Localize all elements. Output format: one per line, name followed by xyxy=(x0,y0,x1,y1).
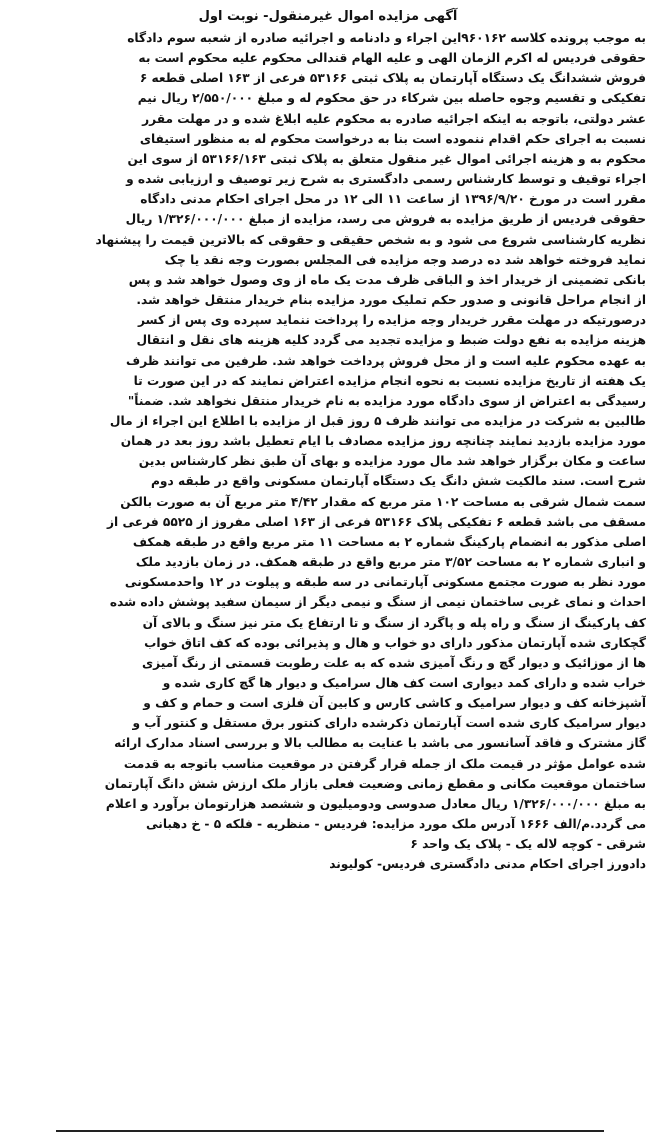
notice-line: کف پارکینگ از سنگ و راه پله و پاگرد از سنگ و تا ارتفاع یک متر نیز سنگ و بالای آن xyxy=(142,615,646,630)
notice-line: مقرر است در مورخ ۱۳۹۶/۹/۲۰ از ساعت ۱۱ الی ۱۲ در محل اجرای احکام مدنی دادگاه xyxy=(140,192,646,207)
notice-line: به مبلغ ۱/۳۲۶/۰۰۰/۰۰۰ ریال معادل صدوسی ودومیلیون و ششصد هزارتومان برآورد و اعلام xyxy=(105,796,646,811)
notice-line: اصلی مذکور به انضمام پارکینگ شماره ۲ به مساحت ۱۱ متر مربع واقع در طبقه همکف xyxy=(132,534,646,549)
notice-line: نظریه کارشناسی شروع می شود و به شخص حقیقی و حقوقی که بالاترین قیمت را پیشنهاد xyxy=(95,232,646,247)
notice-body xyxy=(10,28,646,875)
bottom-divider xyxy=(56,1130,604,1132)
notice-line: شده عوامل مؤثر در قیمت ملک از جمله قرار گرفتن در موقعیت مناسب باتوجه به قدمت xyxy=(123,756,646,771)
notice-line: شرح است. سند مالکیت شش دانگ یک دستگاه آپارتمان مسکونی واقع در طبقه دوم xyxy=(150,474,646,489)
notice-line: از انجام مراحل قانونی و صدور حکم تملیک مورد مزایده بنام خریدار منتقل خواهد شد. xyxy=(136,293,646,308)
notice-line: ها از موزائیک و دیوار گچ و رنگ آمیزی شده که به علت رطوبت قسمتی از رنگ آمیزی xyxy=(141,655,646,670)
notice-line: تفکیکی و تقسیم وجوه حاصله بین شرکاء در حق محکوم له و مبلغ ۲/۵۵۰/۰۰۰ ریال نیم xyxy=(137,91,646,106)
notice-line: مسقف می باشد قطعه ۶ تفکیکی پلاک ۵۳۱۶۶ فرعی از ۱۶۳ اصلی مفروز از ۵۵۲۵ فرعی از xyxy=(107,514,646,529)
notice-line: گچکاری شده آپارتمان مذکور دارای دو خواب و هال و پذیرائی بوده که کف اتاق خواب xyxy=(144,635,646,650)
notice-line: نماید فروخته خواهد شد ده درصد وجه مزایده فی المجلس بصورت وجه نقد یا چک xyxy=(164,252,646,267)
notice-line: دیوار سرامیک کاری شده است آپارتمان ذکرشده دارای کنتور برق مستقل و کنتور آب و xyxy=(132,716,646,731)
notice-line: ساختمان موقعیت مکانی و مقطع زمانی وضعیت فعلی بازار ملک ارزش شش دانگ آپارتمان xyxy=(104,776,646,791)
notice-line: ساعت و مکان برگزار خواهد شد مال مورد مزایده و بهای آن طبق نظر کارشناس بدین xyxy=(138,454,646,469)
notice-line: محکوم به و هزینه اجرائی اموال غیر منقول متعلق به پلاک ثبتی ۵۳۱۶۶/۱۶۳ از سوی این xyxy=(127,151,646,166)
notice-line: حقوقی فردیس از طریق مزایده به فروش می رسد، مزایده از مبلغ ۱/۳۲۶/۰۰۰/۰۰۰ ریال xyxy=(125,212,646,227)
notice-line: درصورتیکه در مهلت مقرر خریدار وجه مزایده را پرداخت ننماید سپرده وی پس از کسر xyxy=(137,313,646,328)
notice-line: احداث و نمای غربی ساختمان نیمی از سنگ و نیمی دیگر از سیمان سفید پوشش داده شده xyxy=(109,595,646,610)
notice-line: خراب شده و دارای کمد دیواری است کف هال سرامیک و دیوار ها گچ کاری شده و xyxy=(162,676,646,690)
notice-line: اجراء توقیف و توسط کارشناس رسمی دادگستری به شرح زیر توصیف و ارزیابی شده و xyxy=(126,172,646,187)
notice-line: به عهده محکوم علیه است و از محل فروش پرداخت خواهد شد. طرفین می توانند ظرف xyxy=(126,353,646,368)
notice-line: سمت شمال شرقی به مساحت ۱۰۲ متر مربع که مقدار ۴/۴۲ متر مربع آن به صورت بالکن xyxy=(120,494,646,509)
notice-signature: دادورز اجرای احکام مدنی دادگستری فردیس- کولیوند xyxy=(329,857,646,872)
notice-line: نسبت به اجرای حکم اقدام ننموده است بنا به درخواست محکوم له به منظور استیفای xyxy=(139,131,646,146)
notice-line: بانکی تضمینی از خریدار اخذ و الباقی ظرف مدت یک ماه از وی وصول خواهد شد و پس xyxy=(128,272,646,287)
notice-line: گاز مشترک و فاقد آسانسور می باشد با عنایت به مطالب بالا و بررسی اسناد مدارک ارائه xyxy=(114,736,646,751)
notice-line: فروش ششدانگ یک دستگاه آپارتمان به پلاک ثبتی ۵۳۱۶۶ فرعی از ۱۶۳ اصلی قطعه ۶ xyxy=(139,71,646,86)
notice-line: حقوقی فردیس له اکرم الزمان الهی و علیه الهام قندالی محکوم علیه محکوم است به xyxy=(138,51,646,66)
notice-title: آگهی مزایده اموال غیرمنقول- نوبت اول xyxy=(198,9,458,24)
notice-line: هزینه مزایده به نفع دولت ضبط و مزایده تجدید می گردد کلیه هزینه های نقل و انتقال xyxy=(136,333,646,348)
notice-line: به موجب پرونده کلاسه ۹۶۰۱۶۲این اجراء و دادنامه و اجرائیه صادره از شعبه سوم دادگاه xyxy=(127,31,646,45)
notice-line: می گردد.م/الف ۱۶۶۶ آدرس ملک مورد مزایده: فردیس - منظریه - فلکه ۵ - خ دهبانی xyxy=(145,817,646,832)
notice-line: عشر دولتی، باتوجه به اینکه اجرائیه صادره به محکوم علیه ابلاغ شده و در مهلت مقرر xyxy=(142,111,646,126)
notice-line: مورد مزایده بازدید نمایند چنانچه روز مزایده مصادف با ایام تعطیل باشد روز بعد در همان xyxy=(120,434,646,449)
notice-line: آشپزخانه کف و دیوار سرامیک و کاشی کارس و کابین آن فلزی است و حمام و کف و xyxy=(143,696,646,711)
notice-line: شرقی - کوچه لاله یک - پلاک یک واحد ۶ xyxy=(410,837,646,852)
notice-line: و انباری شماره ۲ به مساحت ۳/۵۲ متر مربع واقع در طبقه همکف. در زمان بازدید ملک xyxy=(135,555,646,570)
notice-line: طالبین به شرکت در مزایده می توانند ظرف ۵ روز قبل از مزایده با اطلاع این اجراء از مال xyxy=(109,413,646,428)
notice-line: رسیدگی به اعتراض از سوی دادگاه مورد مزایده به نام خریدار منتقل نخواهد شد. ضمناً" xyxy=(127,393,646,408)
notice-line: یک هفته از تاریخ مزایده نسبت به نحوه انجام مزایده اعتراض نمایند که در این صورت تا xyxy=(133,373,646,388)
notice-line: مورد نظر به صورت مجتمع مسکونی آپارتمانی در سه طبقه و پیلوت در ۱۲ واحدمسکونی xyxy=(124,575,646,590)
